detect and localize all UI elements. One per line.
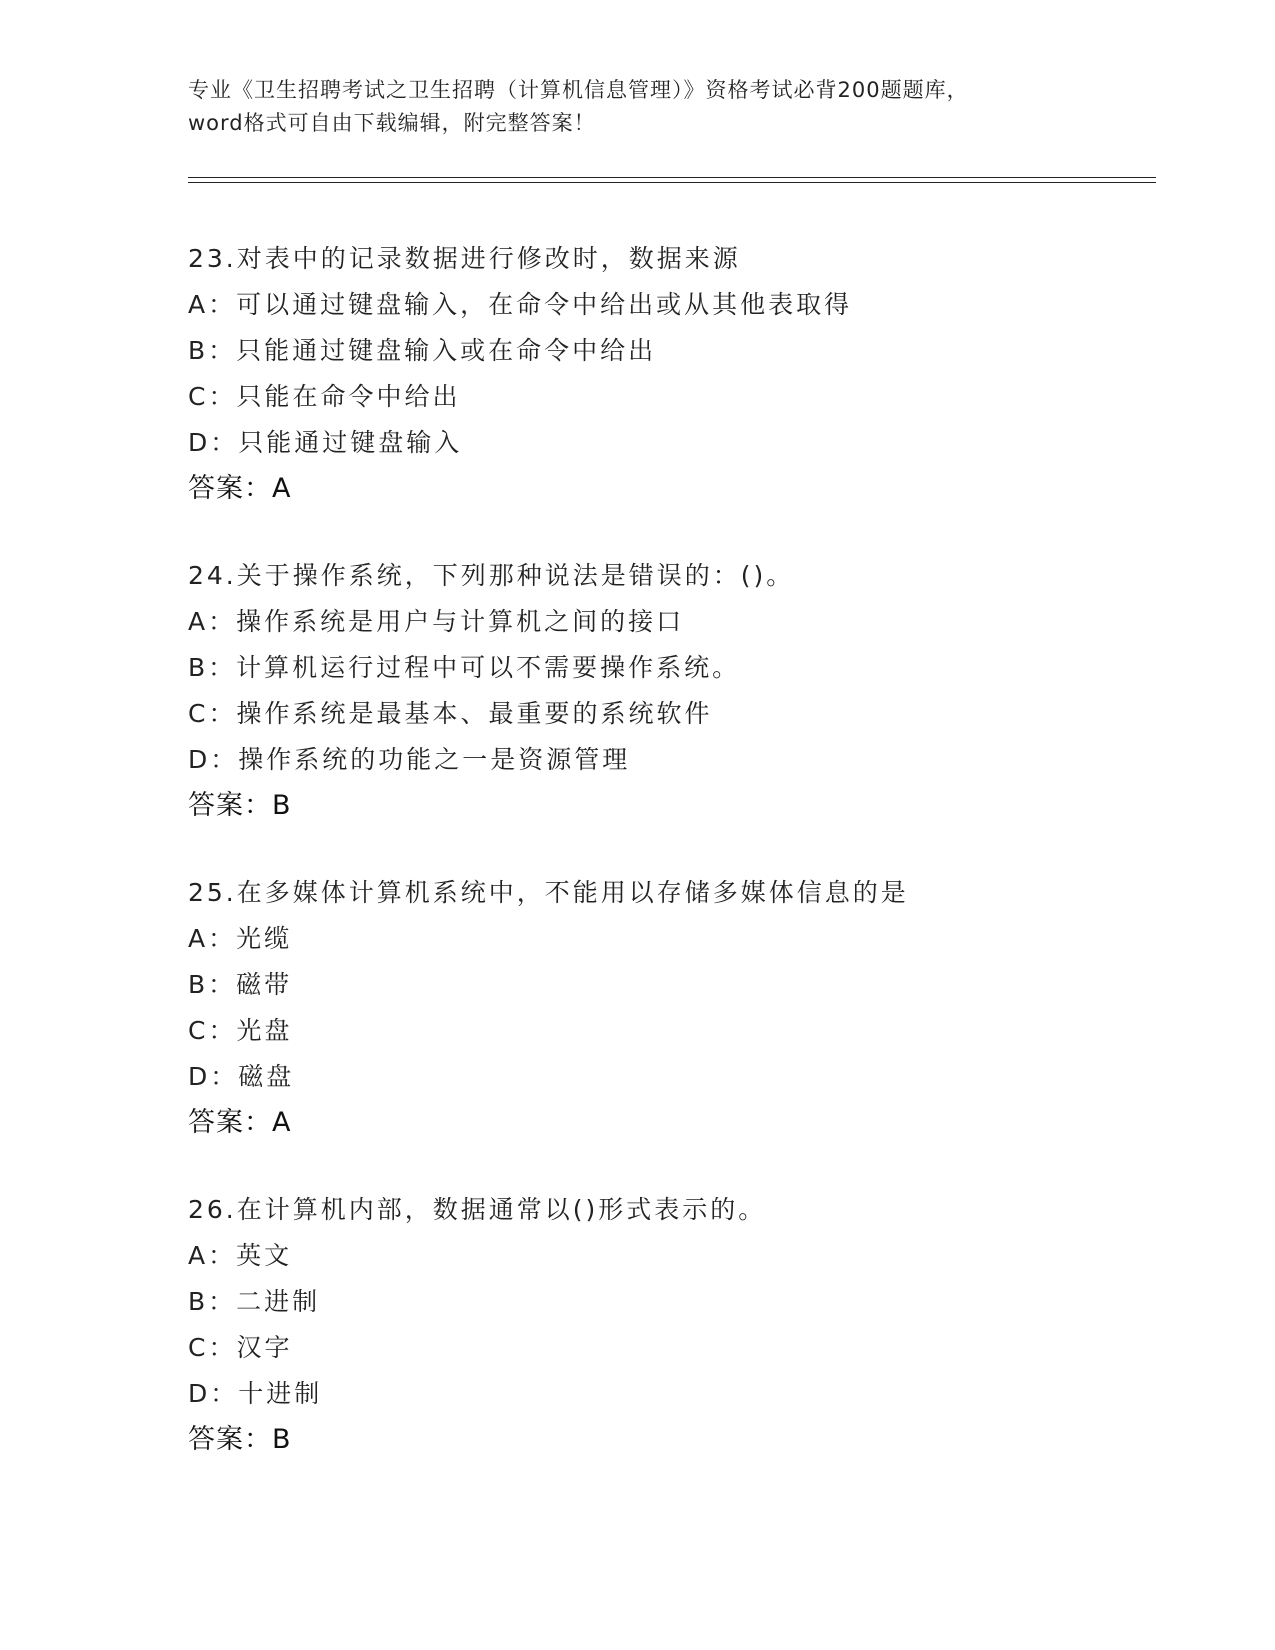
question-list bbox=[188, 236, 1156, 1504]
answer-value: B bbox=[272, 1424, 291, 1455]
option-a: A：操作系统是用户与计算机之间的接口 bbox=[188, 607, 685, 636]
option-c: C：只能在命令中给出 bbox=[188, 382, 461, 411]
option-b: B：只能通过键盘输入或在命令中给出 bbox=[188, 336, 657, 365]
option-c: C：光盘 bbox=[188, 1016, 293, 1045]
option-a: A：英文 bbox=[188, 1241, 293, 1270]
option-a: A：光缆 bbox=[188, 924, 293, 953]
option-b: B：二进制 bbox=[188, 1287, 321, 1316]
question-title: 24.关于操作系统，下列那种说法是错误的：()。 bbox=[188, 561, 795, 590]
question-23 bbox=[188, 236, 1156, 512]
answer-label: 答案： bbox=[188, 473, 272, 504]
question-24 bbox=[188, 553, 1156, 829]
answer-label: 答案： bbox=[188, 790, 272, 821]
answer-line bbox=[188, 1417, 1156, 1463]
answer-label: 答案： bbox=[188, 1107, 272, 1138]
header-divider-bottom bbox=[188, 182, 1156, 183]
answer-line bbox=[188, 783, 1156, 829]
header-divider-top bbox=[188, 177, 1156, 178]
document-header bbox=[188, 74, 1078, 140]
answer-value: A bbox=[272, 1107, 291, 1138]
option-b: B：磁带 bbox=[188, 970, 293, 999]
question-title: 23.对表中的记录数据进行修改时，数据来源 bbox=[188, 244, 741, 273]
answer-label: 答案： bbox=[188, 1424, 272, 1455]
question-title: 25.在多媒体计算机系统中，不能用以存储多媒体信息的是 bbox=[188, 878, 909, 907]
question-title: 26.在计算机内部，数据通常以()形式表示的。 bbox=[188, 1195, 767, 1224]
header-line-2: word格式可自由下载编辑，附完整答案！ bbox=[188, 111, 596, 135]
question-26 bbox=[188, 1187, 1156, 1463]
answer-line bbox=[188, 466, 1156, 512]
answer-line bbox=[188, 1100, 1156, 1146]
answer-value: A bbox=[272, 473, 291, 504]
option-c: C：汉字 bbox=[188, 1333, 293, 1362]
header-line-1: 专业《卫生招聘考试之卫生招聘（计算机信息管理）》资格考试必背200题题库， bbox=[188, 78, 969, 102]
option-d: D：十进制 bbox=[188, 1379, 323, 1408]
option-d: D：磁盘 bbox=[188, 1062, 295, 1091]
option-b: B：计算机运行过程中可以不需要操作系统。 bbox=[188, 653, 741, 682]
question-25 bbox=[188, 870, 1156, 1146]
option-a: A：可以通过键盘输入，在命令中给出或从其他表取得 bbox=[188, 290, 853, 319]
answer-value: B bbox=[272, 790, 291, 821]
option-d: D：操作系统的功能之一是资源管理 bbox=[188, 745, 631, 774]
option-c: C：操作系统是最基本、最重要的系统软件 bbox=[188, 699, 713, 728]
option-d: D：只能通过键盘输入 bbox=[188, 428, 463, 457]
